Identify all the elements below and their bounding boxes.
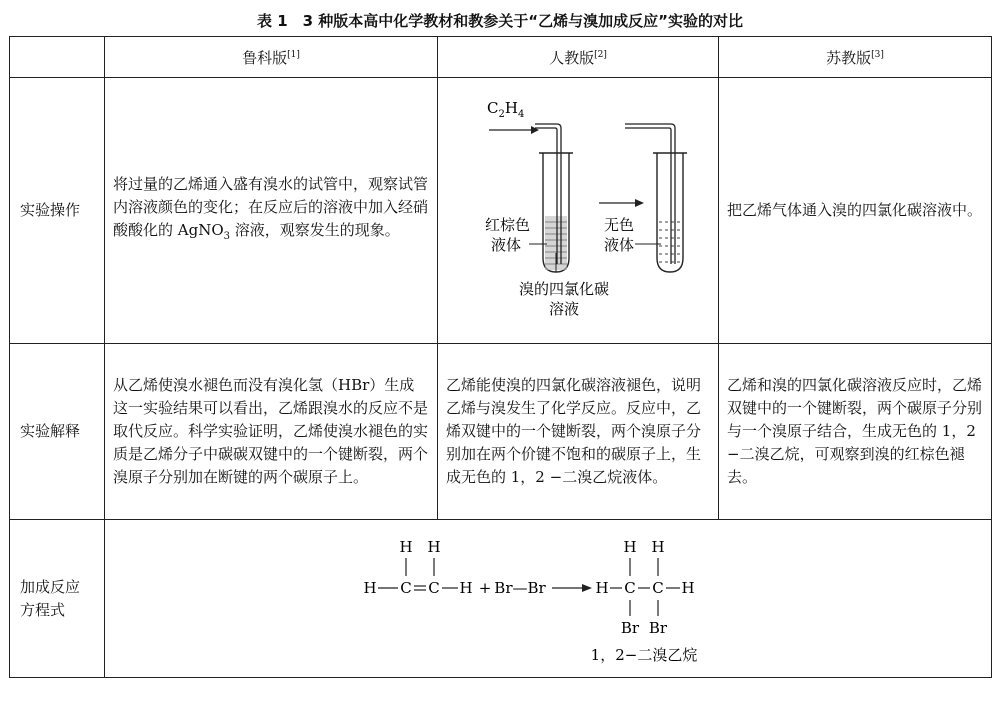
cell-explanation-su: 乙烯和溴的四氯化碳溶液反应时，乙烯双键中的一个键断裂，两个碳原子分别与一个溴原子结合，生成无色的 1，2 −二溴乙烷，可观察到溴的红棕色褪去。	[719, 344, 992, 520]
svg-text:+: +	[478, 579, 492, 597]
cell-equation	[105, 520, 992, 678]
right-test-tube	[625, 124, 687, 272]
table-caption: 表 1 3 种版本高中化学教材和教参关于“乙烯与溴加成反应”实验的对比	[256, 12, 744, 30]
row-label-equation: 加成反应 方程式	[10, 520, 105, 678]
header-lu: 鲁科版[1]	[105, 37, 438, 78]
solution-label-1: 溴的四氯化碳	[518, 280, 609, 298]
svg-text:Br: Br	[620, 619, 640, 637]
header-row	[10, 37, 992, 78]
svg-text:Br—Br: Br—Br	[494, 579, 546, 597]
svg-text:H: H	[363, 579, 377, 597]
row-explanation	[10, 344, 992, 520]
svg-text:H: H	[459, 579, 473, 597]
left-test-tube	[535, 124, 573, 272]
cell-operation-lu: 将过量的乙烯通入盛有溴水的试管中，观察试管内溶液颜色的变化；在反应后的溶液中加入经硝酸酸化的 AgNO$_3$ 溶液，观察发生的现象。	[105, 78, 438, 344]
header-ren: 人教版[2]	[438, 37, 719, 78]
cell-explanation-lu: 从乙烯使溴水褪色而没有溴化氢（HBr）生成这一实验结果可以看出，乙烯跟溴水的反应不是取代反应。科学实验证明，乙烯使溴水褪色的实质是乙烯分子中碳碳双键中的一个键断裂，两个溴原子分别加在断键的两个碳原子上。	[105, 344, 438, 520]
reaction-equation	[108, 520, 988, 670]
cell-operation-su: 把乙烯气体通入溴的四氯化碳溶液中。	[719, 78, 992, 344]
cell-explanation-ren: 乙烯能使溴的四氯化碳溶液褪色，说明乙烯与溴发生了化学反应。反应中，乙烯双键中的一个键断裂，两个溴原子分别加在两个价键不饱和的碳原子上，生成无色的 1，2 −二溴乙烷液体。	[438, 344, 719, 520]
row-label-explanation: 实验解释	[10, 344, 105, 520]
comparison-table	[9, 36, 992, 678]
svg-text:C: C	[400, 579, 412, 597]
svg-text:H: H	[681, 579, 695, 597]
svg-text:C: C	[652, 579, 664, 597]
gas-label: $C_2H_4$	[486, 99, 524, 120]
right-liquid-label-2: 液体	[603, 236, 634, 254]
svg-text:H: H	[427, 538, 441, 556]
svg-text:H: H	[651, 538, 665, 556]
row-label-operation: 实验操作	[10, 78, 105, 344]
product-name: 1，2−二溴乙烷	[590, 646, 698, 664]
svg-text:H: H	[595, 579, 609, 597]
cell-operation-ren	[438, 78, 719, 344]
row-operation	[10, 78, 992, 344]
svg-text:H: H	[399, 538, 413, 556]
svg-text:C: C	[624, 579, 636, 597]
left-liquid-label-1: 红棕色	[484, 216, 530, 234]
corner-cell	[10, 37, 105, 78]
svg-text:H: H	[623, 538, 637, 556]
solution-label-2: 溶液	[548, 300, 579, 318]
right-liquid-label-1: 无色	[603, 216, 634, 234]
row-equation	[10, 520, 992, 678]
header-su: 苏教版[3]	[719, 37, 992, 78]
svg-text:Br: Br	[648, 619, 668, 637]
test-tube-diagram	[439, 78, 718, 336]
svg-text:C: C	[428, 579, 440, 597]
left-liquid-label-2: 液体	[490, 236, 521, 254]
